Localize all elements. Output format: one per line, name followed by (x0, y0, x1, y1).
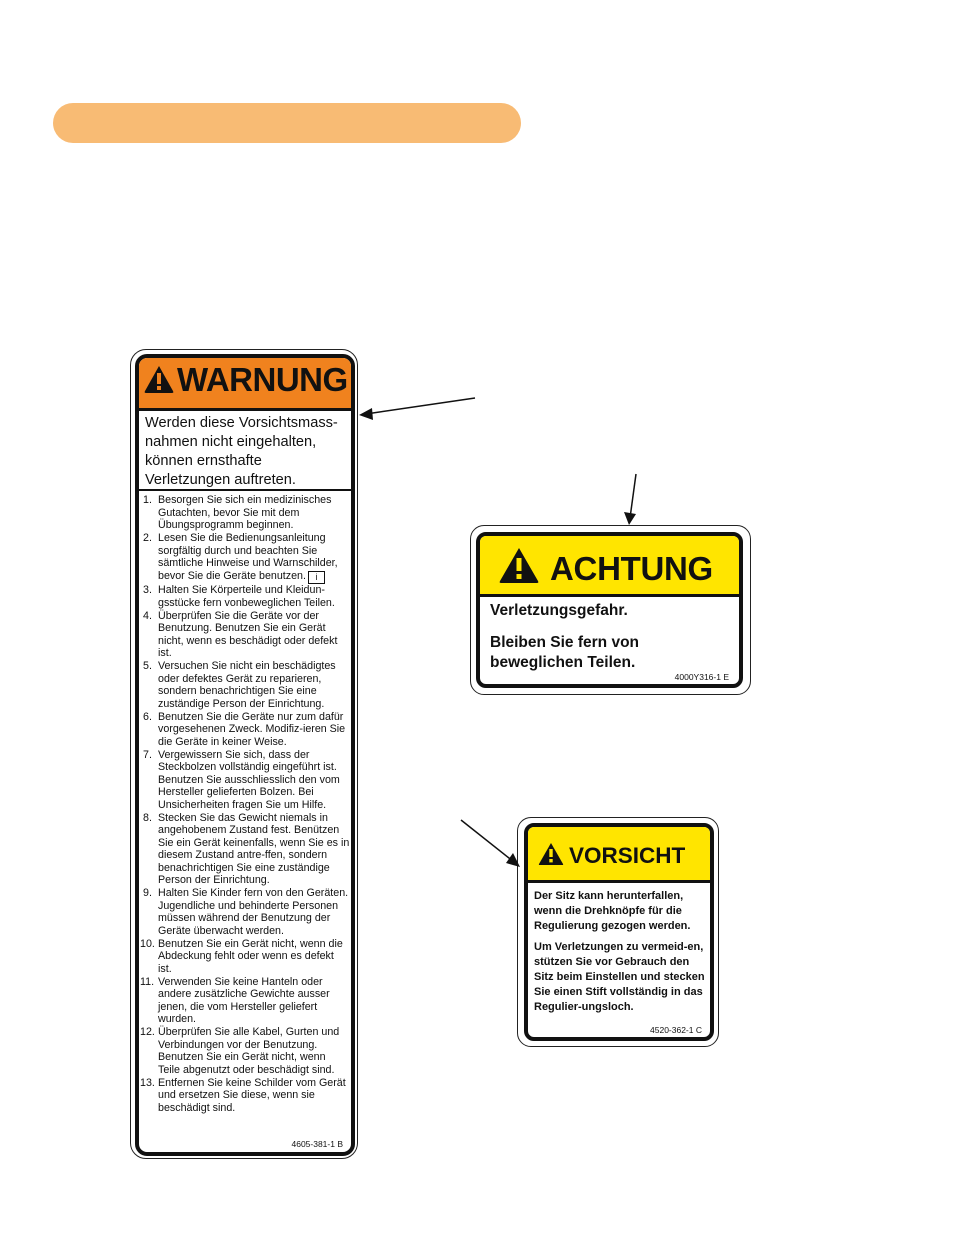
achtung-hazard-text: Verletzungsgefahr. (490, 602, 628, 619)
warnung-title: WARNUNG (177, 361, 348, 398)
list-item: 5. Versuchen Sie nicht ein beschädigtes oder defektes Gerät zu reparieren, sondern benachrichtigen Sie eine zuständige Person der Einrichtung. (143, 660, 336, 710)
vorsicht-title: VORSICHT (569, 843, 686, 868)
list-item: 9. Halten Sie Kinder fern von den Geräten. Jugendliche und behinderte Personen müssen während der Benutzung der Geräte überwacht werden. (143, 887, 349, 937)
vorsicht-hazard-text: Der Sitz kann herunterfallen, wenn die Drehknöpfe für die Regulierung gezogen werden. (534, 890, 691, 932)
list-item: 12. Überprüfen Sie alle Kabel, Gurten und Verbindungen vor der Benutzung. Benutzen Sie ein Gerät nicht, wenn Teile abgenutzt oder beschädigt sind. (140, 1026, 340, 1076)
list-item: 8. Stecken Sie das Gewicht niemals in angehobenem Zustand fest. Benützen Sie ein Gerät keinenfalls, wenn Sie es in diesem Zustand antre-ffen, sondern benachrichtigen Sie eine zuständige Person der Einrichtung. (143, 811, 350, 886)
list-item: 7. Vergewissern Sie sich, dass der Steckbolzen vollständig eingeführt ist. Benutzen Sie ausschliesslich den vom Hersteller gelieferten Bolzen. Bei Unsicherheiten fragen Sie um Hilfe. (143, 748, 340, 811)
arrow-to-vorsicht (461, 820, 520, 867)
vorsicht-instruction-text: Um Verletzungen zu vermeid-en, stützen Sie vor Gebrauch den Sitz beim Einstellen und stecken Sie einen Stift vollständig in das Regulier-ungsloch. (534, 941, 705, 1013)
list-item: 13. Entfernen Sie keine Schilder vom Gerät und ersetzen Sie diese, wenn sie beschädigt sind. (140, 1076, 346, 1114)
vorsicht-part-code: 4520-362-1 C (650, 1025, 702, 1035)
warnung-part-code: 4605-381-1 B (291, 1139, 343, 1149)
arrow-to-warnung (359, 398, 475, 420)
list-item: 1. Besorgen Sie sich ein medizinisches Gutachten, bevor Sie mit dem Übungsprogramm beginnen. (143, 494, 332, 531)
list-item: 11. Verwenden Sie keine Hanteln oder andere zusätzliche Gewichte ausser jenen, die vom Hersteller geliefert wurden. (140, 975, 330, 1025)
list-item: 6. Benutzen Sie die Geräte nur zum dafür vorgesehenen Zweck. Modifiz-ieren Sie die Geräte in keiner Weise. (143, 710, 346, 748)
manual-book-icon: i (308, 571, 325, 584)
achtung-instruction-text: Bleiben Sie fern von beweglichen Teilen. (490, 634, 640, 671)
achtung-part-code: 4000Y316-1 E (674, 672, 729, 682)
warnung-intro: Werden diese Vorsichtsmass-nahmen nicht eingehalten, können ernsthafte Verletzungen auftreten. (145, 415, 338, 488)
achtung-title: ACHTUNG (550, 550, 713, 587)
list-item: 10. Benutzen Sie ein Gerät nicht, wenn die Abdeckung fehlt oder wenn es defekt ist. (140, 937, 343, 975)
list-item: 3. Halten Sie Körperteile und Kleidun-gsstücke fern vonbeweglichen Teilen. (143, 584, 335, 609)
arrow-to-achtung (624, 474, 636, 525)
list-item: 4. Überprüfen Sie die Geräte vor der Benutzung. Benutzen Sie ein Gerät nicht, wenn es beschädigt oder defekt ist. (143, 609, 338, 659)
list-item: 2. Lesen Sie die Bedienungsanleitung sorgfältig durch und beachten Sie sämtliche Hinweise und Warnschilder, bevor Sie die Geräte benutzen. i (143, 532, 338, 582)
